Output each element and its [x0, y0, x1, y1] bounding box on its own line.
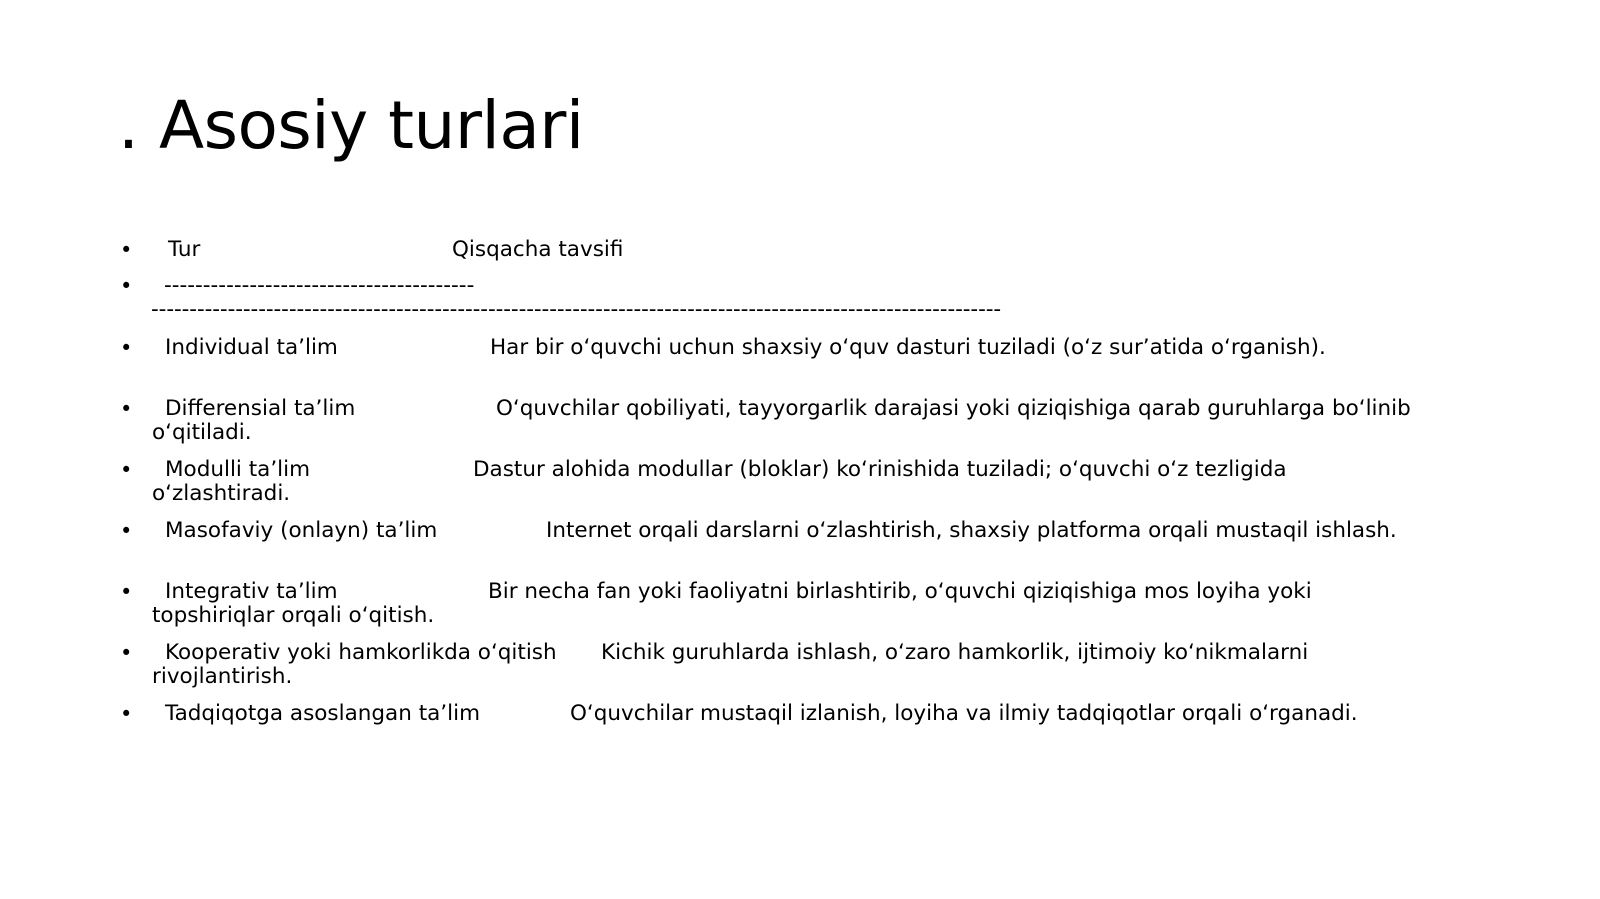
header-col-description: Qisqacha tavsifi — [452, 237, 624, 262]
row-description: Oʻquvchilar qobiliyati, tayyorgarlik darajasi yoki qiziqishiga qarab guruhlarga boʻlinib — [496, 396, 1411, 421]
header-col-type: Tur — [168, 237, 201, 262]
bullet: • — [120, 458, 133, 482]
row-type: Modulli ta’lim — [165, 457, 311, 482]
bullet: • — [120, 519, 133, 543]
row-type: Kooperativ yoki hamkorlikda oʻqitish — [165, 640, 557, 665]
row-description: Internet orqali darslarni oʻzlashtirish, shaxsiy platforma orqali mustaqil ishlash. — [546, 518, 1397, 543]
row-type: Differensial ta’lim — [165, 396, 356, 421]
row-type: Tadqiqotga asoslangan ta’lim — [165, 701, 481, 726]
separator-line-2: --------------------------------------------------------------------------------------------------------------- — [151, 297, 1002, 322]
row-type: Individual ta’lim — [165, 335, 338, 360]
row-type: Masofaviy (onlayn) ta’lim — [165, 518, 438, 543]
row-description: Kichik guruhlarda ishlash, oʻzaro hamkorlik, ijtimoiy koʻnikmalarni — [601, 640, 1309, 665]
row-description-continued: topshiriqlar orqali oʻqitish. — [152, 603, 435, 628]
bullet: • — [120, 641, 133, 665]
bullet: • — [120, 238, 133, 262]
row-description-continued: oʻzlashtiradi. — [152, 481, 291, 506]
row-description: Dastur alohida modullar (bloklar) koʻrinishida tuziladi; oʻquvchi oʻz tezligida — [473, 457, 1287, 482]
row-description-continued: oʻqitiladi. — [152, 420, 252, 445]
bullet: • — [120, 397, 133, 421]
row-description: Bir necha fan yoki faoliyatni birlashtirib, oʻquvchi qiziqishiga mos loyiha yoki — [488, 579, 1312, 604]
bullet: • — [120, 580, 133, 604]
row-description-continued: rivojlantirish. — [152, 664, 293, 689]
bullet: • — [120, 702, 133, 726]
bullet: • — [120, 336, 133, 360]
row-description: Har bir oʻquvchi uchun shaxsiy oʻquv dasturi tuziladi (oʻz sur’atida oʻrganish). — [490, 335, 1326, 360]
separator-line-1: ---------------------------------------- — [164, 273, 475, 298]
bullet: • — [120, 274, 133, 298]
slide-title: . Asosiy turlari — [118, 87, 584, 164]
row-type: Integrativ ta’lim — [165, 579, 338, 604]
row-description: Oʻquvchilar mustaqil izlanish, loyiha va ilmiy tadqiqotlar orqali oʻrganadi. — [570, 701, 1358, 726]
